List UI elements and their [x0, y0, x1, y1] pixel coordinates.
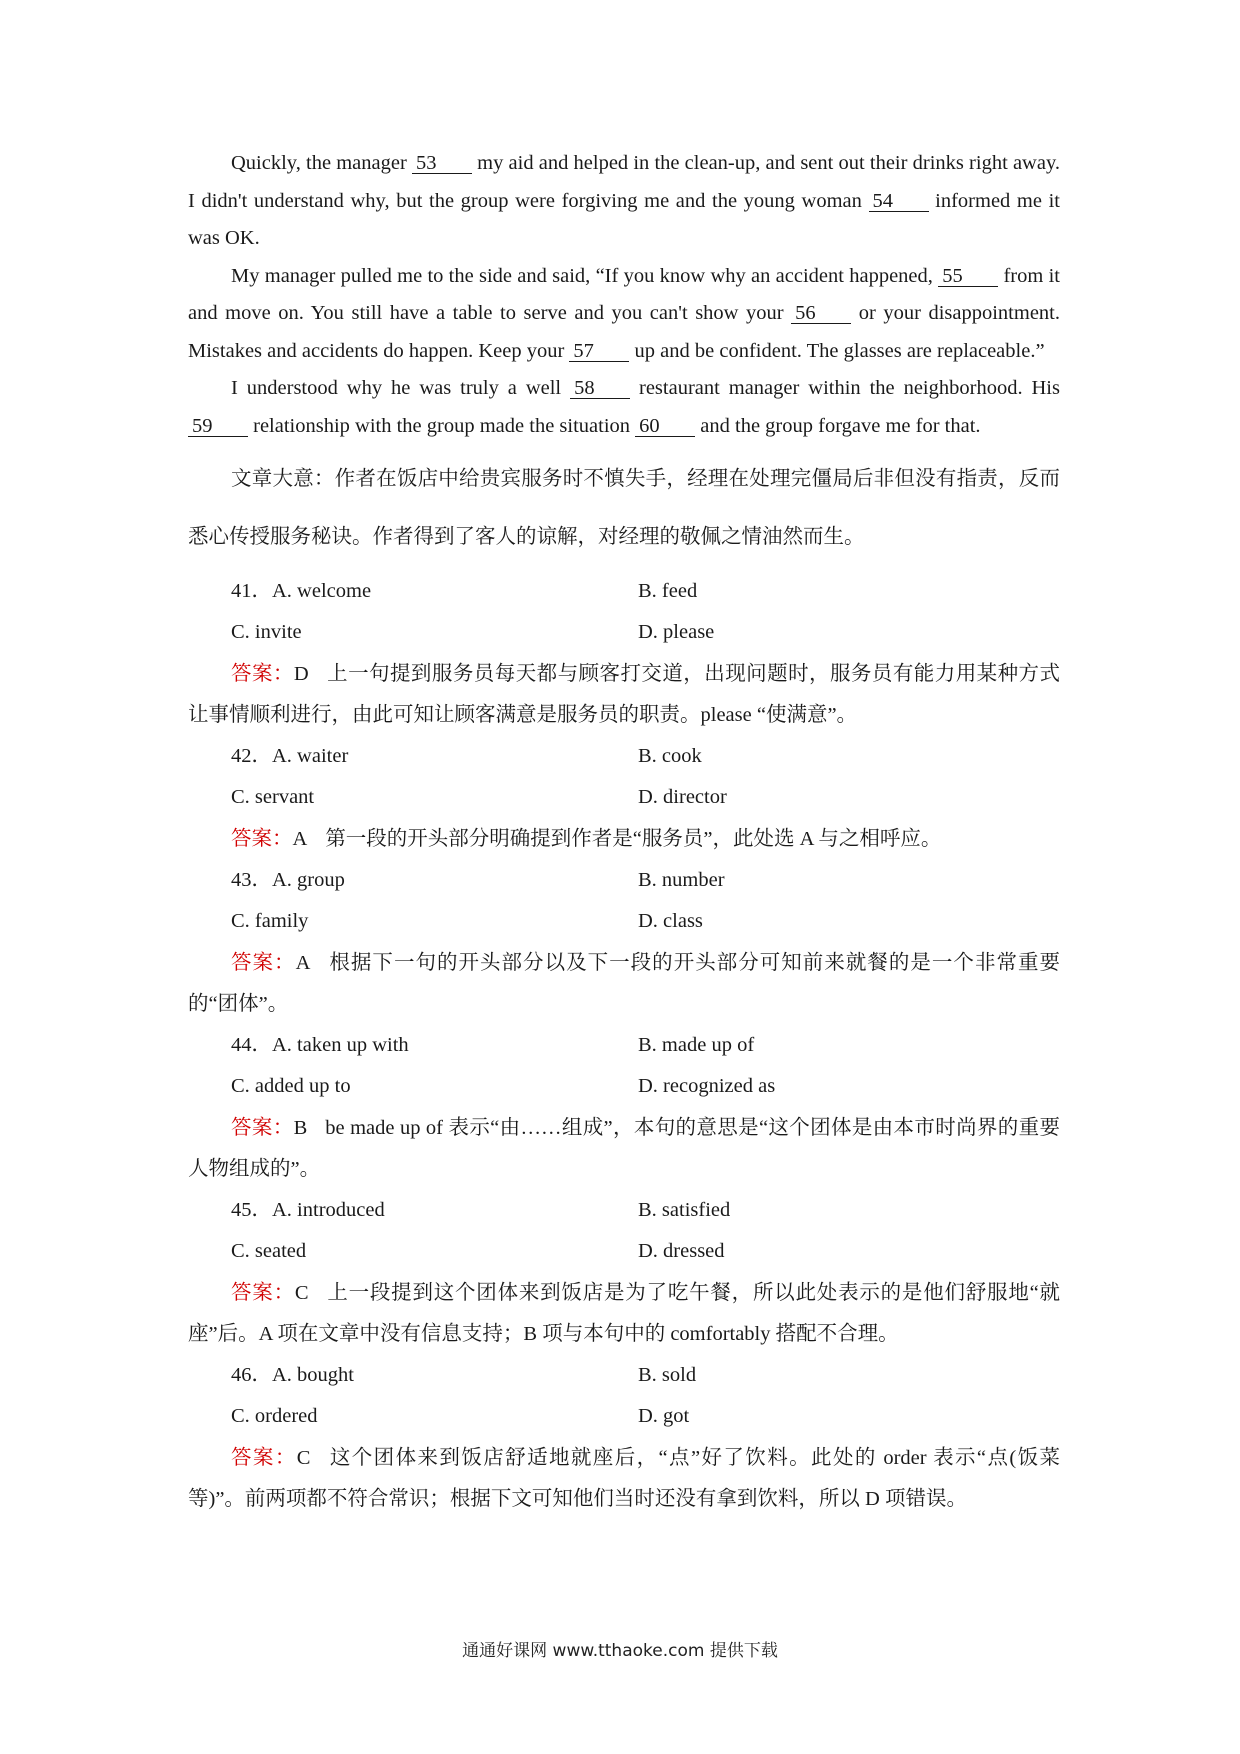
option-a: A. taken up with	[272, 1034, 409, 1056]
passage-text: Quickly, the manager	[231, 152, 412, 174]
answer-explanation	[188, 942, 1060, 1025]
option-c: C. family	[231, 910, 309, 932]
explanation-text: 根据下一句的开头部分以及下一段的开头部分可知前来就餐的是一个非常重要的“团体”。	[188, 952, 1061, 1015]
question-item	[188, 1025, 1060, 1190]
answer-letter: C	[294, 1282, 309, 1304]
question-number: 46．	[231, 1364, 272, 1386]
option-row	[188, 1190, 1060, 1231]
option-a: A. introduced	[272, 1199, 385, 1221]
answer-letter: C	[296, 1447, 311, 1469]
question-number: 41．	[231, 580, 272, 602]
article-summary: 文章大意：作者在饭店中给贵宾服务时不慎失手，经理在处理完僵局后非但没有指责，反而悉心传授服务秘诀。作者得到了客人的谅解，对经理的敬佩之情油然而生。	[188, 466, 1060, 548]
question-item	[188, 736, 1060, 860]
answer-letter: A	[295, 952, 311, 974]
blank-number: 58	[570, 378, 630, 399]
question-number: 43．	[231, 869, 272, 891]
option-b: B. cook	[638, 745, 702, 767]
option-cell	[231, 1190, 638, 1231]
option-d: D. dressed	[638, 1240, 725, 1262]
option-row	[188, 736, 1060, 777]
passage-text: from it and move on. You still have a table to serve and you can't show your	[188, 264, 1060, 324]
passage-text: up and be confident. The glasses are replaceable.”	[629, 339, 1045, 362]
passage-text: restaurant manager within the neighborhood. His	[630, 377, 1060, 399]
passage-text: I understood why he was truly a well	[231, 377, 571, 399]
answer-label: 答案：	[231, 1445, 297, 1469]
option-row	[188, 1231, 1060, 1272]
option-d: D. please	[638, 621, 715, 643]
answer-label: 答案：	[231, 1115, 294, 1139]
option-row	[188, 1025, 1060, 1066]
passage-text: My manager pulled me to the side and said, “If you know why an accident happened,	[231, 264, 939, 287]
passage-text: or your disappointment. Mistakes and accidents do happen. Keep your	[188, 302, 1060, 362]
option-d: D. class	[638, 910, 703, 932]
option-a: A. group	[272, 869, 345, 891]
blank-number: 55	[938, 266, 998, 287]
option-a: A. waiter	[272, 745, 349, 767]
blank-number: 60	[635, 416, 695, 437]
question-item	[188, 571, 1060, 736]
answer-letter: B	[293, 1117, 308, 1139]
question-item	[188, 1355, 1060, 1520]
answer-explanation	[188, 1437, 1060, 1520]
option-cell	[231, 860, 638, 901]
blank-number: 54	[869, 191, 929, 212]
option-d: D. recognized as	[638, 1075, 776, 1097]
option-cell	[231, 736, 638, 777]
explanation-text: 上一段提到这个团体来到饭店是为了吃午餐，所以此处表示的是他们舒服地“就座”后。A 项在文章中没有信息支持；B 项与本句中的 comfortably 搭配不合理。	[188, 1282, 1061, 1345]
option-row	[188, 571, 1060, 612]
option-b: B. feed	[638, 580, 698, 602]
option-row	[188, 1355, 1060, 1396]
blank-number: 57	[569, 341, 629, 362]
option-d: D. director	[638, 786, 727, 808]
option-d: D. got	[638, 1405, 690, 1427]
question-list	[188, 571, 1060, 1520]
document-page	[188, 145, 1060, 1520]
option-row	[188, 1396, 1060, 1437]
option-cell	[231, 1025, 638, 1066]
explanation-text: 上一句提到服务员每天都与顾客打交道，出现问题时，服务员有能力用某种方式让事情顺利进行，由此可知让顾客满意是服务员的职责。please “使满意”。	[188, 663, 1061, 726]
answer-label: 答案：	[231, 1280, 295, 1304]
page-footer: 通通好课网 www.tthaoke.com 提供下载	[462, 1641, 778, 1661]
option-b: B. made up of	[638, 1034, 755, 1056]
option-b: B. sold	[638, 1364, 697, 1386]
answer-label: 答案：	[231, 950, 296, 974]
answer-label: 答案：	[231, 826, 293, 850]
option-c: C. added up to	[231, 1075, 351, 1097]
option-b: B. number	[638, 869, 725, 891]
answer-label: 答案：	[231, 661, 294, 685]
blank-number: 59	[188, 416, 248, 437]
option-c: C. seated	[231, 1240, 307, 1262]
question-number: 45．	[231, 1199, 272, 1221]
passage-text: relationship with the group made the situation	[248, 414, 636, 437]
passage	[188, 145, 1060, 445]
blank-number: 53	[412, 153, 472, 174]
passage-paragraph	[188, 370, 1060, 445]
option-c: C. invite	[231, 621, 302, 643]
question-item	[188, 1190, 1060, 1355]
option-row	[188, 1066, 1060, 1107]
option-b: B. satisfied	[638, 1199, 731, 1221]
passage-paragraph	[188, 145, 1060, 258]
option-a: A. bought	[272, 1364, 354, 1386]
option-row	[188, 901, 1060, 942]
answer-explanation	[188, 653, 1060, 736]
explanation-text: be made up of 表示“由……组成”，本句的意思是“这个团体是由本市时尚界的重要人物组成的”。	[188, 1117, 1060, 1180]
passage-text: and the group forgave me for that.	[695, 414, 981, 437]
option-row	[188, 612, 1060, 653]
option-c: C. ordered	[231, 1405, 318, 1427]
passage-text: informed me it was OK.	[188, 189, 1060, 249]
option-cell	[231, 1355, 638, 1396]
option-cell	[231, 571, 638, 612]
explanation-text: 第一段的开头部分明确提到作者是“服务员”，此处选 A 与之相呼应。	[325, 828, 942, 850]
option-a: A. welcome	[272, 580, 372, 602]
question-item	[188, 860, 1060, 1025]
question-number: 44．	[231, 1034, 272, 1056]
answer-letter: D	[293, 663, 309, 685]
passage-paragraph	[188, 258, 1060, 371]
passage-text: my aid and helped in the clean-up, and sent out their drinks right away. I didn't understand why, but the group were forgiving me and the young woman	[188, 152, 1060, 212]
option-c: C. servant	[231, 786, 315, 808]
option-row	[188, 777, 1060, 818]
blank-number: 56	[791, 303, 851, 324]
explanation-text: 这个团体来到饭店舒适地就座后，“点”好了饮料。此处的 order 表示“点(饭菜等)”。前两项都不符合常识；根据下文可知他们当时还没有拿到饮料，所以 D 项错误。	[188, 1447, 1061, 1510]
answer-explanation	[188, 1272, 1060, 1355]
answer-letter: A	[292, 828, 308, 850]
option-row	[188, 860, 1060, 901]
question-number: 42．	[231, 745, 272, 767]
answer-explanation	[188, 1107, 1060, 1190]
answer-explanation	[188, 818, 1060, 860]
